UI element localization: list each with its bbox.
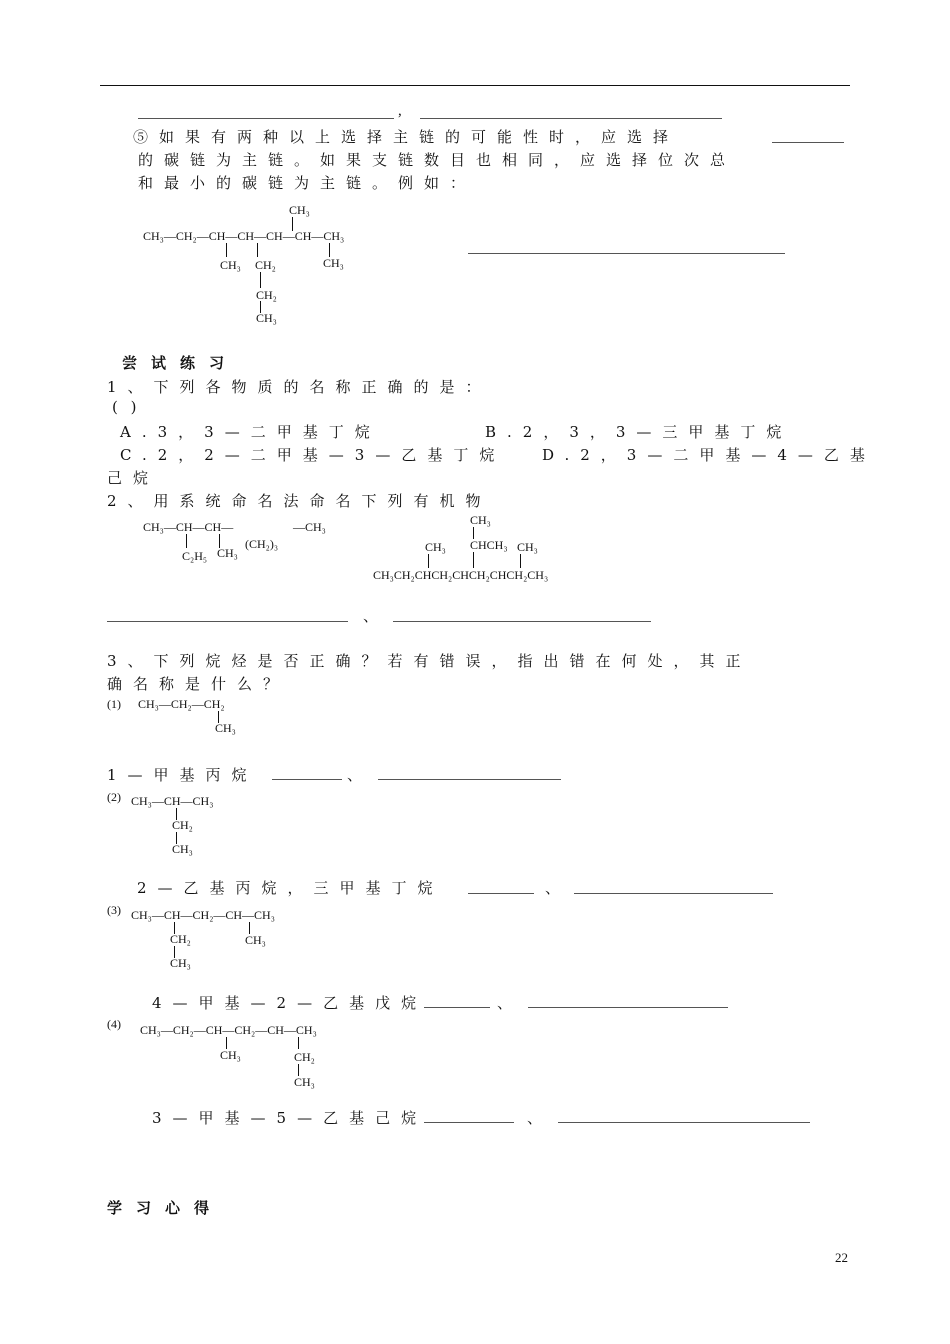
rule5-line1: ⑤如果有两种以上选择主链的可能性时，应选择: [133, 128, 680, 146]
page-number: 22: [835, 1250, 848, 1265]
answer-blank[interactable]: [138, 118, 394, 119]
branch-ch3: CH₃: [256, 311, 277, 325]
branch-chch3: CHCH₃: [470, 538, 508, 552]
branch-ch2: CH₂: [256, 288, 277, 302]
q3-name-4: 3—甲基—5—乙基己烷: [152, 1109, 428, 1127]
q1-option-a[interactable]: A.3，3—二甲基丁烷: [120, 423, 381, 441]
answer-blank[interactable]: [424, 1122, 514, 1123]
answer-blank[interactable]: [272, 779, 342, 780]
separator: 、: [545, 879, 572, 897]
q1-option-c[interactable]: C.2，2—二甲基—3—乙基丁烷: [120, 446, 506, 464]
q1-option-d-cont: 己烷: [107, 469, 160, 487]
main-chain: CH₃—CH₂—CH—CH₂—CH—CH₃: [140, 1023, 317, 1037]
answer-blank[interactable]: [772, 142, 844, 143]
branch-ch3: CH₃: [220, 258, 241, 272]
header-rule: [100, 85, 850, 86]
answer-blank[interactable]: [528, 1007, 728, 1008]
answer-blank[interactable]: [420, 118, 722, 119]
main-chain: CH₃CH₂CHCH₂CHCH₂CHCH₂CH₃: [373, 568, 549, 582]
branch-ch3: CH₃: [220, 1048, 241, 1062]
comma: ,: [398, 103, 402, 119]
branch-ch3: CH₃: [517, 540, 538, 554]
answer-blank[interactable]: [558, 1122, 810, 1123]
branch-ch2: CH₂: [294, 1050, 315, 1064]
q2-stem: 2、用系统命名法命名下列有机物: [107, 492, 492, 510]
main-chain: CH₃—CH₂—CH—CH—CH—CH—CH₃: [143, 229, 345, 243]
separator: 、: [347, 766, 374, 784]
branch-ch2: CH₂: [255, 258, 276, 272]
branch-ch3: CH₃: [470, 513, 491, 527]
separator: 、: [527, 1109, 554, 1127]
branch-ch3: CH₃: [215, 721, 236, 735]
q3-stem: 3、下列烷烃是否正确？若有错误，指出错在何处，其正: [107, 652, 752, 670]
branch-ch3: CH₃: [172, 842, 193, 856]
separator: 、: [497, 994, 524, 1012]
branch-ch3: CH₃: [425, 540, 446, 554]
branch-ch2: CH₂: [170, 932, 191, 946]
rule5-line2: 的碳链为主链。如果支链数目也相同，应选择位次总: [138, 151, 737, 169]
main-chain: CH₃—CH—CH₂—CH—CH₃: [131, 908, 275, 922]
main-chain: CH₃—CH—CH₃: [131, 794, 214, 808]
q3-name-1: 1—甲基丙烷: [107, 766, 258, 784]
rule5-line3: 和最小的碳链为主链。例如：: [138, 174, 477, 192]
section-title-notes: 学习心得: [107, 1199, 224, 1217]
branch-ch3: CH₃: [294, 1075, 315, 1089]
answer-blank[interactable]: [393, 621, 651, 622]
branch-ch3: CH₃: [170, 956, 191, 970]
answer-blank[interactable]: [424, 1007, 490, 1008]
q1-option-d[interactable]: D.2，3—二甲基—4—乙基: [542, 446, 876, 464]
answer-blank[interactable]: [574, 893, 773, 894]
repeat-unit: (CH₂)₃: [245, 537, 279, 551]
q3-name-3: 4—甲基—2—乙基戊烷: [152, 994, 428, 1012]
part-label: (2): [107, 790, 121, 804]
main-chain: CH₃—CH₂—CH₂: [138, 697, 225, 711]
answer-blank[interactable]: [468, 253, 785, 254]
branch-ch3: CH₃: [245, 933, 266, 947]
part-label: (3): [107, 903, 121, 917]
branch-ch3: CH₃: [217, 546, 238, 560]
q3-stem-cont: 确名称是什么？: [107, 675, 290, 693]
main-chain-tail: —CH₃: [293, 520, 326, 534]
separator: 、: [363, 607, 390, 625]
branch-ch3: CH₃: [323, 256, 344, 270]
answer-blank[interactable]: [378, 779, 561, 780]
part-label: (4): [107, 1017, 121, 1031]
branch-ch3: CH₃: [289, 203, 310, 217]
q1-option-b[interactable]: B.2，3，3—三甲基丁烷: [485, 423, 793, 441]
section-title-try: 尝试练习: [122, 354, 239, 372]
answer-blank[interactable]: [107, 621, 348, 622]
branch-c2h5: C₂H₅: [182, 549, 208, 563]
q1-stem: 1、下列各物质的名称正确的是：: [107, 378, 492, 396]
answer-blank[interactable]: [468, 893, 534, 894]
q1-bracket[interactable]: ( ): [112, 398, 141, 416]
q3-name-2: 2—乙基丙烷，三甲基丁烷: [137, 879, 444, 897]
main-chain: CH₃—CH—CH—: [143, 520, 234, 534]
branch-ch2: CH₂: [172, 818, 193, 832]
part-label: (1): [107, 697, 121, 711]
